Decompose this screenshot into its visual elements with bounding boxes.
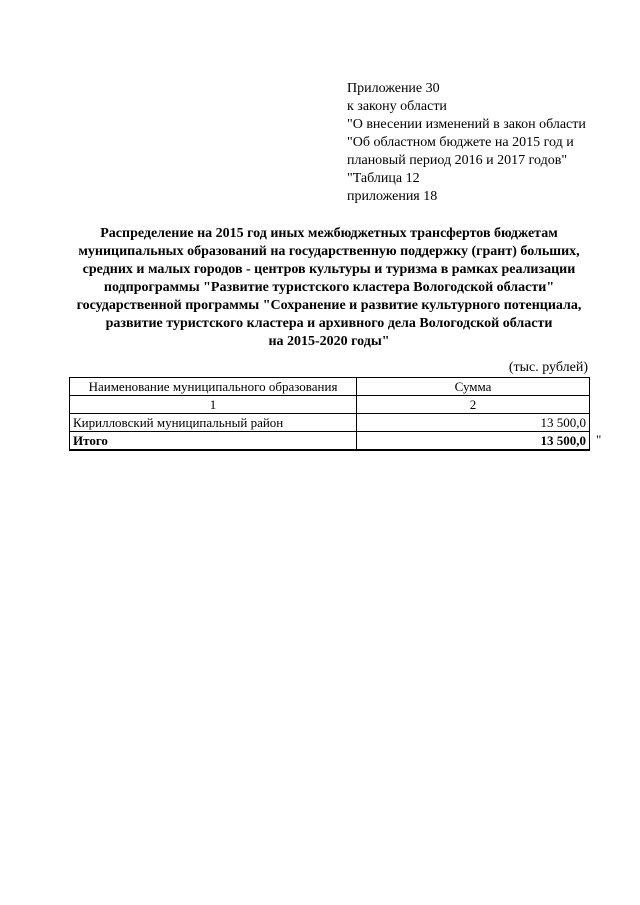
header-municipality: Наименование муниципального образования [70, 378, 357, 396]
table-header-row [70, 378, 590, 396]
total-amount: 13 500,0 [357, 432, 590, 451]
total-label: Итого [70, 432, 357, 451]
appendix-line: к закону области [347, 99, 447, 114]
document-title [70, 225, 588, 351]
appendix-line: Приложение 30 [347, 81, 440, 96]
table-row [70, 414, 590, 432]
units-label: (тыс. рублей) [508, 360, 588, 375]
title-line: государственной программы "Сохранение и развитие культурного потенциала, [76, 298, 582, 313]
title-line: Распределение на 2015 год иных межбюджетных трансфертов бюджетам [100, 226, 558, 241]
title-line: муниципальных образований на государственную поддержку (грант) больших, [78, 244, 580, 259]
title-line: подпрограммы "Развитие туристского кластера Вологодской области" [103, 280, 555, 295]
row-municipality-name: Кирилловский муниципальный район [70, 414, 357, 432]
header-amount: Сумма [357, 378, 590, 396]
closing-quote: " [596, 432, 602, 447]
appendix-line: плановый период 2016 и 2017 годов" [347, 153, 568, 168]
row-amount: 13 500,0 [357, 414, 590, 432]
appendix-line: приложения 18 [347, 189, 438, 204]
appendix-line: "О внесении изменений в закон области [347, 117, 586, 132]
column-number-2: 2 [357, 396, 590, 414]
title-line: средних и малых городов - центров культуры и туризма в рамках реализации [82, 262, 576, 277]
appendix-line: "Таблица 12 [347, 171, 420, 186]
title-line: на 2015-2020 годы" [268, 334, 390, 349]
column-number-row [70, 396, 590, 414]
appendix-block [347, 80, 617, 206]
distribution-table [69, 377, 590, 451]
column-number-1: 1 [70, 396, 357, 414]
title-line: развитие туристского кластера и архивного дела Вологодской области [105, 316, 553, 331]
total-row [70, 432, 590, 451]
appendix-line: "Об областном бюджете на 2015 год и [347, 135, 574, 150]
